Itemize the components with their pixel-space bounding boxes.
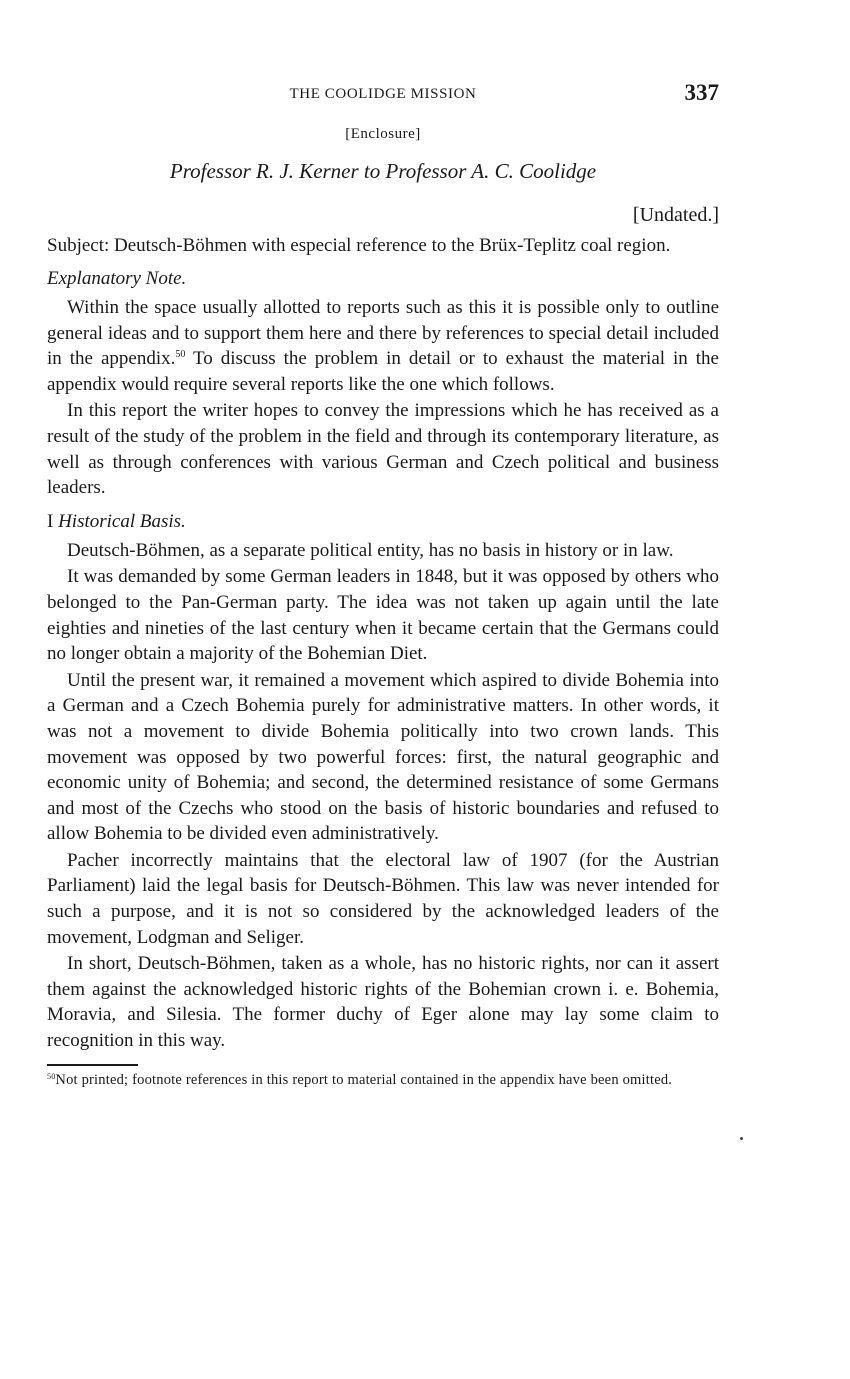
section-paragraph-3: Until the present war, it remained a movement which aspired to divide Bohemia into a German and a Czech Bohemia purely for administrative matters. In other words, it was not a movement to divide Bohemia politically into two crown lands. This movement was opposed by two powerful forces: first, the natural geographic and economic unity of Bohemia; and second, the determined resistance of some Germans and most of the Czechs who stood on the basis of historic boundaries and refused to allow Bohemia to be divided even administratively. [47,669,719,845]
explanatory-paragraph-1-continued: To discuss the problem in detail or to exhaust the material in the appendix would require several reports like the one which follows. [47,348,719,395]
explanatory-note-title: Explanatory Note. [47,268,187,289]
enclosure-label: [Enclosure] [345,126,421,142]
date-line: [Undated.] [632,204,719,226]
subject-line: Subject: Deutsch-Böhmen with especial reference to the Brüx-Teplitz coal region. [47,235,671,256]
footnote-reference: 50 [175,349,186,361]
footnote [47,1072,719,1089]
section-paragraph-5: In short, Deutsch-Böhmen, taken as a whole, has no historic rights, nor can it assert them against the acknowledged historic rights of the Bohemian crown i. e. Bohemia, Moravia, and Silesia. The former duchy of Eger alone may lay some claim to recognition in this way. [47,953,719,1052]
section-number: I [47,510,54,532]
footnote-text: Not printed; footnote references in this report to material contained in the appendix have been omitted. [55,1071,673,1088]
section-paragraph-2: It was demanded by some German leaders in 1848, but it was opposed by others who belonged to the Pan-German party. The idea was not taken up again until the late eighties and nineties of the last century when it became certain that the Germans could no longer obtain a majority of the Bohemian Diet. [47,566,719,665]
section-paragraph-4: Pacher incorrectly maintains that the electoral law of 1907 (for the Austrian Parliament) laid the legal basis for Deutsch-Böhmen. This law was never intended for such a purpose, and it is not so considered by the acknowledged leaders of the movement, Lodgman and Seliger. [47,849,719,948]
section-heading [47,509,719,534]
page-number: 337 [684,80,719,105]
running-head [47,78,719,114]
scan-speck [740,1137,743,1140]
explanatory-paragraph-1-text: Within the space usually allotted to reports such as this it is possible only to outline general ideas and to support them here and there by references to special detail included in the appendix. [47,297,719,370]
running-title: THE COOLIDGE MISSION [289,86,477,102]
footnote-divider [47,1064,138,1066]
footnote-number: 50 [47,1071,56,1081]
section-paragraph-1: Deutsch-Böhmen, as a separate political entity, has no basis in history or in law. [67,539,674,561]
section-title: Historical Basis. [58,510,186,532]
letter-heading: Professor R. J. Kerner to Professor A. C. Coolidge [169,159,597,183]
document-page [47,78,719,1089]
explanatory-note-heading [47,266,719,291]
explanatory-paragraph-2: In this report the writer hopes to convey the impressions which he has received as a result of the study of the problem in the field and through its contemporary literature, as well as through conferences with various German and Czech political and business leaders. [47,400,719,499]
explanatory-paragraph-1 [47,295,719,397]
